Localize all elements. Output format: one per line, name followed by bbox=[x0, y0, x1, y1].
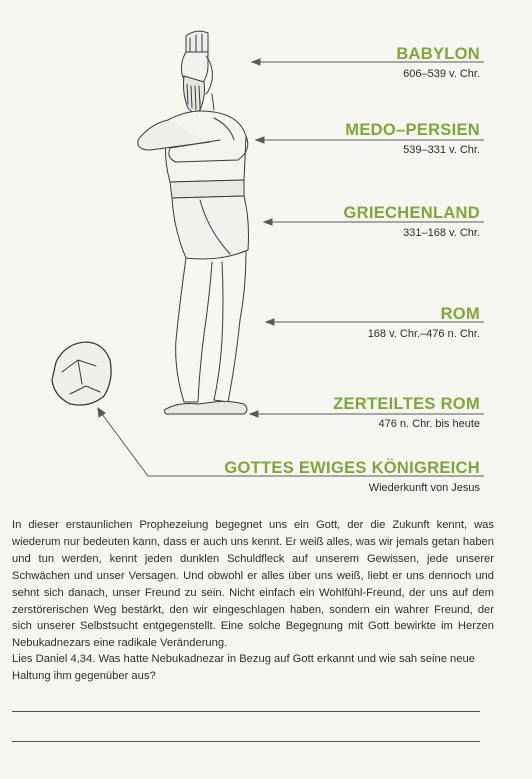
kingdom-period: Wiederkunft von Jesus bbox=[368, 482, 480, 494]
kingdom-name: BABYLON bbox=[396, 45, 480, 63]
kingdom-period: 476 n. Chr. bis heute bbox=[378, 418, 480, 430]
kingdom-name: MEDO–PERSIEN bbox=[345, 121, 480, 139]
kingdom-period: 331–168 v. Chr. bbox=[403, 227, 480, 239]
kingdom-zerteiltes-rom bbox=[333, 395, 480, 431]
kingdom-name: ZERTEILTES ROM bbox=[333, 395, 480, 413]
kingdom-name: ROM bbox=[440, 305, 480, 323]
feet bbox=[164, 401, 247, 414]
beard bbox=[184, 76, 205, 113]
kingdom-babylon bbox=[396, 45, 480, 81]
kingdom-griechenland bbox=[343, 204, 480, 240]
kingdom-period: 539–331 v. Chr. bbox=[403, 144, 480, 156]
kingdom-name: GRIECHENLAND bbox=[343, 204, 480, 222]
skirt bbox=[172, 196, 249, 259]
kingdom-period: 168 v. Chr.–476 n. Chr. bbox=[367, 328, 480, 340]
kingdom-name: GOTTES EWIGES KÖNIGREICH bbox=[224, 459, 480, 477]
right-leg bbox=[214, 252, 246, 402]
crown bbox=[186, 31, 208, 52]
kingdom-rom bbox=[368, 305, 480, 341]
answer-line[interactable] bbox=[12, 741, 480, 742]
kingdom-period: 606–539 v. Chr. bbox=[403, 68, 480, 80]
kingdom-medo-persien bbox=[345, 121, 480, 157]
kingdom-gottes-ewiges-koenigreich bbox=[224, 459, 480, 495]
belt bbox=[170, 180, 244, 198]
left-leg bbox=[176, 258, 212, 402]
study-question: Lies Daniel 4,34. Was hatte Nebukadnezar in Bezug auf Gott erkannt und wie sah seine neue Haltung ihm gegenüber aus? bbox=[12, 653, 475, 682]
body-paragraph: In dieser erstaunlichen Prophezeiung begegnet uns ein Gott, der die Zukunft kennt, was wiederum nur bedeuten kann, dass er auch uns kennt. Er weiß alles, was wir jemals getan haben und tun werden, kennt jeden dunklen Schuldfleck auf unserem Gewissen, jede unserer Schwächen und unser Versagen. Und obwohl er alles über uns weiß, liebt er uns dennoch und sehnt sich danach, unser Freund zu sein. Nicht einfach ein Wohlfühl-Freund, der uns auf dem zerstörerischen Weg bestärkt, den wir eingeschlagen haben, sondern ein wahrer Freund, der sich unserer Selbstsucht entgegenstellt. Eine solche Begegnung mit Gott bewirkte im Herzen Nebukadnezars eine radikale Veränderung. bbox=[12, 519, 494, 650]
stone bbox=[52, 342, 111, 405]
answer-line[interactable] bbox=[12, 711, 480, 712]
